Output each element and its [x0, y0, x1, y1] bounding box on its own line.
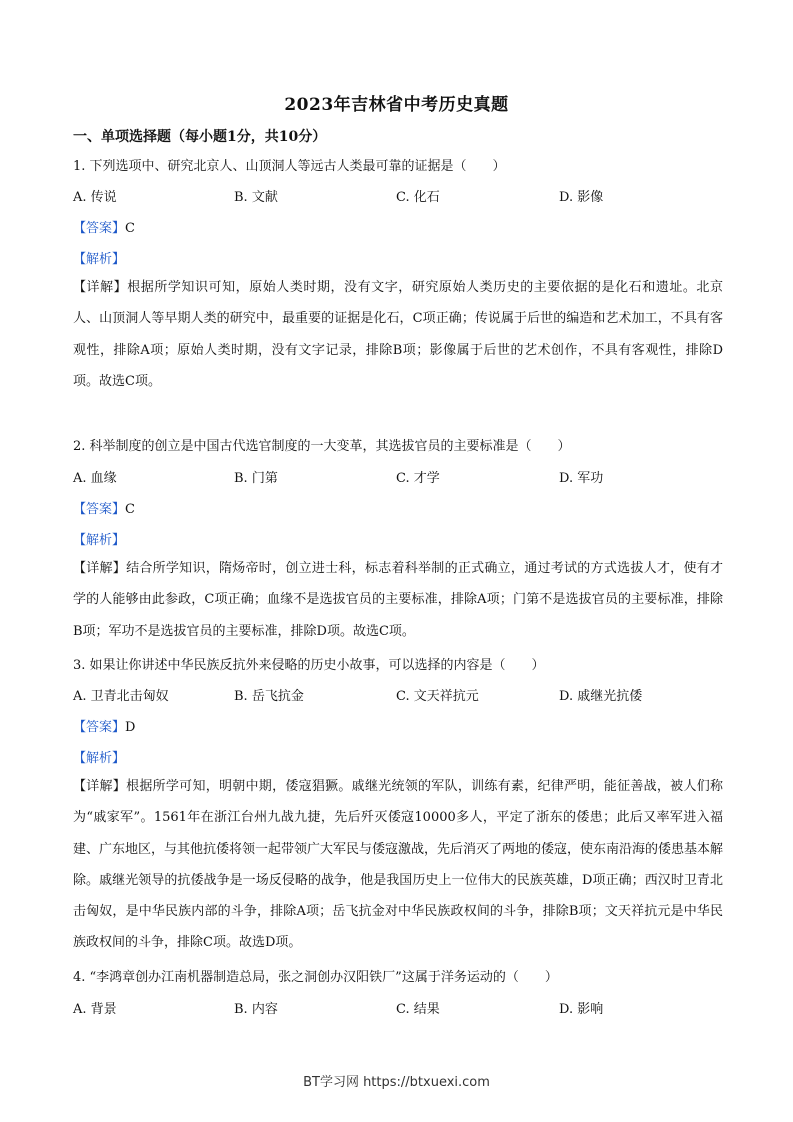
answer-tag: 【答案】 — [73, 720, 126, 735]
question-2-option-d: D. 军功 — [559, 471, 604, 486]
analysis-tag: 【解析】 — [73, 533, 126, 548]
question-2-detail — [73, 553, 723, 647]
question-4-stem: 4. “李鸿章创办江南机器制造总局，张之洞创办汉阳铁厂”这属于洋务运动的（ ） — [73, 970, 558, 985]
question-3-answer-value: D — [125, 720, 136, 735]
question-3-option-a: A. 卫青北击匈奴 — [73, 689, 169, 704]
question-4-option-c: C. 结果 — [396, 1002, 440, 1017]
question-1-option-a: A. 传说 — [73, 190, 117, 205]
section-heading: 一、单项选择题（每小题1分，共10分） — [73, 129, 327, 145]
question-1-answer — [73, 217, 135, 236]
question-3-options — [73, 685, 723, 703]
question-2-stem: 2. 科举制度的创立是中国古代选官制度的一大变革，其选拔官员的主要标准是（ ） — [73, 439, 571, 454]
question-2-option-b: B. 门第 — [234, 471, 278, 486]
question-1-detail-text: 根据所学知识可知，原始人类时期，没有文字，研究原始人类历史的主要依据的是化石和遗址。北京人、山顶洞人等早期人类的研究中，最重要的证据是化石，C项正确；传说属于后世的编造和艺术加工，不具有客观性，排除A项；原始人类时期，没有文字记录，排除B项；影像属于后世的艺术创作，不具有客观性，排除D项。故选C项。 — [73, 280, 723, 389]
question-3-analysis-label — [73, 747, 125, 766]
detail-tag: 【详解】 — [73, 280, 128, 295]
question-3-stem: 3. 如果让你讲述中华民族反抗外来侵略的历史小故事，可以选择的内容是（ ） — [73, 658, 545, 673]
question-2-answer-value: C — [125, 502, 135, 517]
question-1-detail — [73, 272, 723, 397]
answer-tag: 【答案】 — [73, 502, 126, 517]
question-3-option-d: D. 戚继光抗倭 — [559, 689, 643, 704]
question-4-options — [73, 998, 723, 1016]
question-2-answer — [73, 498, 135, 517]
question-1-stem: 1. 下列选项中、研究北京人、山顶洞人等远古人类最可靠的证据是（ ） — [73, 159, 506, 174]
detail-tag: 【详解】 — [73, 561, 127, 576]
question-3-option-c: C. 文天祥抗元 — [396, 689, 479, 704]
question-2-detail-text: 结合所学知识，隋炀帝时，创立进士科，标志着科举制的正式确立，通过考试的方式选拔人才，使有才学的人能够由此参政，C项正确；血缘不是选拔官员的主要标准，排除A项；门第不是选拔官员的主要标准，排除B项；军功不是选拔官员的主要标准，排除D项。故选C项。 — [73, 561, 723, 639]
footer-watermark: BT学习网 https://btxuexi.com — [303, 1075, 490, 1090]
question-4-option-d: D. 影响 — [559, 1002, 604, 1017]
page-title: 2023年吉林省中考历史真题 — [284, 95, 509, 115]
question-4-option-b: B. 内容 — [234, 1002, 278, 1017]
question-3-detail — [73, 771, 723, 959]
question-1-options — [73, 186, 723, 204]
question-2-option-a: A. 血缘 — [73, 471, 117, 486]
question-4-option-a: A. 背景 — [73, 1002, 117, 1017]
analysis-tag: 【解析】 — [73, 252, 126, 267]
question-2-options — [73, 467, 723, 485]
question-2-option-c: C. 才学 — [396, 471, 440, 486]
question-1-answer-value: C — [125, 221, 135, 236]
question-1-option-b: B. 文献 — [234, 190, 278, 205]
answer-tag: 【答案】 — [73, 221, 126, 236]
detail-tag: 【详解】 — [73, 779, 127, 794]
question-2-analysis-label — [73, 529, 125, 548]
question-3-answer — [73, 716, 135, 735]
question-3-option-b: B. 岳飞抗金 — [234, 689, 304, 704]
question-3-detail-text: 根据所学可知，明朝中期，倭寇猖獗。戚继光统领的军队，训练有素，纪律严明，能征善战，被人们称为“戚家军”。1561年在浙江台州九战九捷，先后歼灭倭寇10000多人，平定了浙东的倭患；此后又率军进入福建、广东地区，与其他抗倭将领一起带领广大军民与倭寇激战，先后消灭了两地的倭寇，使东南沿海的倭患基本解除。戚继光领导的抗倭战争是一场反侵略的战争，他是我国历史上一位伟大的民族英雄，D项正确；西汉时卫青北击匈奴，是中华民族内部的斗争，排除A项；岳飞抗金对中华民族政权间的斗争，排除B项；文天祥抗元是中华民族政权间的斗争，排除C项。故选D项。 — [73, 779, 724, 951]
question-1-analysis-label — [73, 248, 125, 267]
analysis-tag: 【解析】 — [73, 751, 126, 766]
question-1-option-d: D. 影像 — [559, 190, 604, 205]
question-1-option-c: C. 化石 — [396, 190, 440, 205]
